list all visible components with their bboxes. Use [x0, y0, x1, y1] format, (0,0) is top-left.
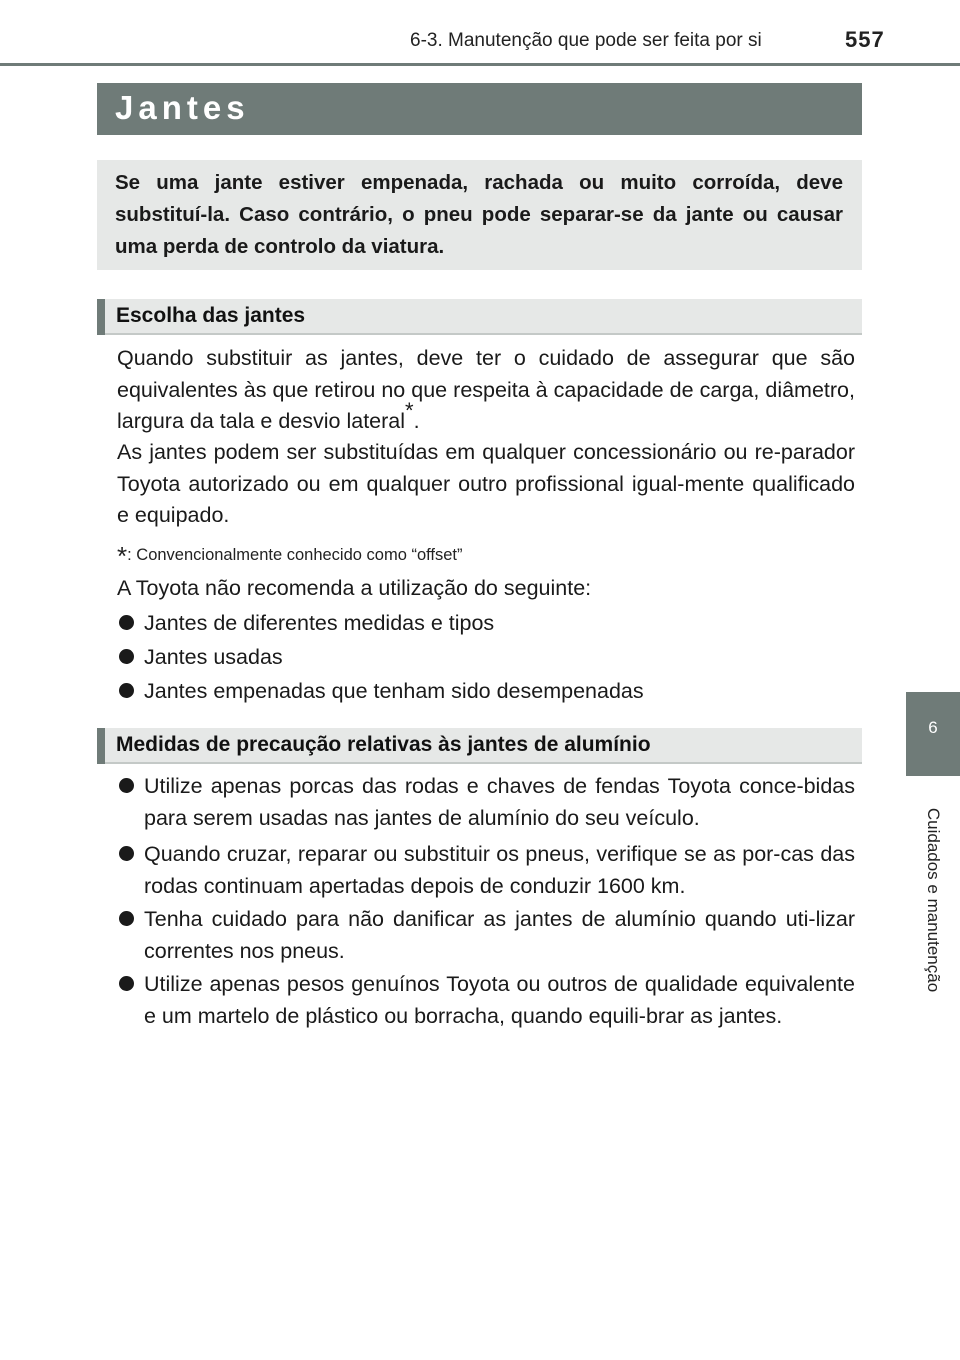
chapter-label: Cuidados e manutenção [924, 807, 943, 993]
header-divider [0, 63, 960, 66]
subsection-accent-bar [97, 299, 105, 335]
bullet-icon [119, 615, 134, 630]
list-item [117, 969, 855, 1032]
list-item [117, 904, 855, 967]
footnote [117, 536, 463, 571]
list-item [117, 608, 855, 640]
paragraph-where: As jantes podem ser substituídas em qualquer concessionário ou re-parador Toyota autorizado ou em qualquer outro profissional igual-mente qualificado e equipado. [117, 440, 855, 527]
subsection-heading-precaucao [97, 728, 862, 764]
header-section-title: 6-3. Manutenção que pode ser feita por si [410, 30, 762, 51]
asterisk-marker: * [405, 397, 414, 423]
subsection-accent-bar [97, 728, 105, 764]
footnote-asterisk: * [117, 541, 128, 571]
subsection-heading-escolha [97, 299, 862, 335]
page-number: 557 [845, 27, 885, 52]
list-item-text: Utilize apenas pesos genuínos Toyota ou outros de qualidade equivalente e um martelo de plástico ou borracha, quando equili-brar as jantes. [144, 972, 855, 1028]
bullet-icon [119, 778, 134, 793]
footnote-text: : Convencionalmente conhecido como “offset” [127, 546, 463, 564]
chapter-tab [906, 692, 960, 776]
chapter-number: 6 [928, 718, 938, 737]
intro-box [97, 160, 862, 270]
title-bar [97, 83, 862, 135]
list-item-text: Jantes empenadas que tenham sido desempenadas [144, 679, 644, 703]
paragraph-end: . [413, 409, 420, 433]
page-title: Jantes [115, 89, 250, 126]
list-item [117, 642, 855, 674]
bullet-icon [119, 683, 134, 698]
paragraph-text: Quando substituir as jantes, deve ter o cuidado de assegurar que são equivalentes às que retirou no que respeita à capacidade de carga, diâmetro, largura da tala e desvio lateral [117, 346, 855, 433]
list-item [117, 676, 855, 708]
subsection-label: Medidas de precaução relativas às jantes de alumínio [116, 733, 651, 756]
list-item-text: Jantes usadas [144, 645, 283, 669]
list-item-text: Utilize apenas porcas das rodas e chaves de fendas Toyota conce-bidas para serem usadas nas jantes de alumínio do seu veículo. [144, 774, 855, 830]
intro-text: Se uma jante estiver empenada, rachada ou muito corroída, deve substituí-la. Caso contrário, o pneu pode separar-se da jante ou causar uma perda de controlo da viatura. [115, 171, 843, 258]
list-item-text: Jantes de diferentes medidas e tipos [144, 611, 495, 635]
bullet-icon [119, 976, 134, 991]
list-item [117, 839, 855, 902]
paragraph-replacement [117, 343, 855, 438]
list-item-text: Tenha cuidado para não danificar as jantes de alumínio quando uti-lizar correntes nos pneus. [144, 907, 855, 963]
bullet-icon [119, 649, 134, 664]
list-item [117, 771, 855, 834]
bullet-icon [119, 846, 134, 861]
subsection-label: Escolha das jantes [116, 304, 306, 327]
list-intro: A Toyota não recomenda a utilização do seguinte: [117, 576, 592, 600]
list-item-text: Quando cruzar, reparar ou substituir os pneus, verifique se as por-cas das rodas continuam apertadas depois de conduzir 1600 km. [144, 842, 855, 898]
bullet-icon [119, 911, 134, 926]
